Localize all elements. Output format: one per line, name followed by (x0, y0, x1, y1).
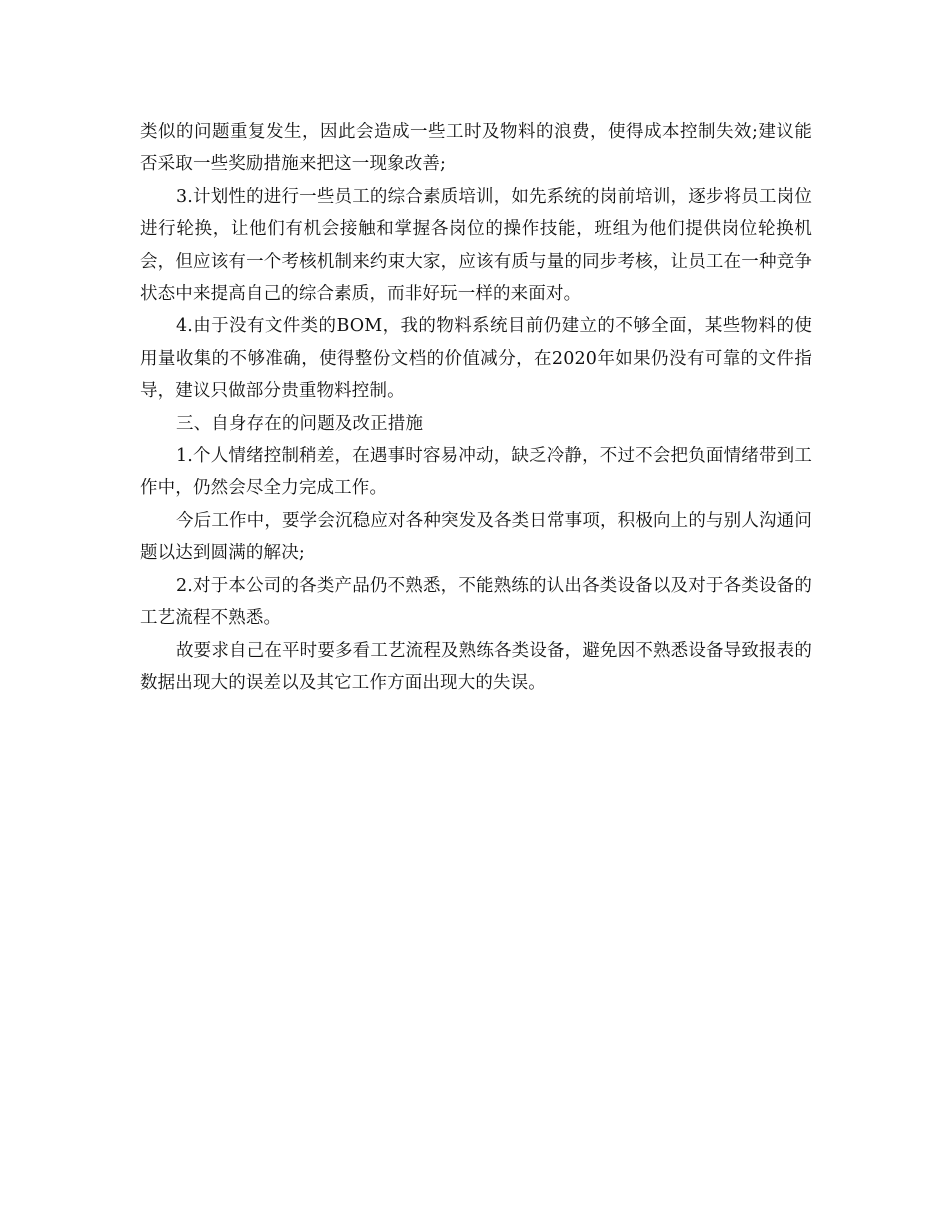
paragraph-future-work: 今后工作中，要学会沉稳应对各种突发及各类日常事项，积极向上的与别人沟通问题以达到圆满的解决; (140, 510, 812, 564)
paragraph-item-1-emotion-control: 1.个人情绪控制稍差，在遇事时容易冲动，缺乏冷静，不过不会把负面情绪带到工作中，仍然会尽全力完成工作。 (140, 446, 812, 499)
paragraph-improvement-plan: 故要求自己在平时要多看工艺流程及熟练各类设备，避免因不熟悉设备导致报表的数据出现大的误差以及其它工作方面出现大的失误。 (140, 640, 812, 693)
document-body (140, 116, 812, 699)
paragraph-continuation: 类似的问题重复发生，因此会造成一些工时及物料的浪费，使得成本控制失效;建议能否采取一些奖励措施来把这一现象改善; (140, 122, 812, 175)
paragraph-item-4-material-system: 4.由于没有文件类的BOM，我的物料系统目前仍建立的不够全面，某些物料的使用量收集的不够准确，使得整份文档的价值减分，在2020年如果仍没有可靠的文件指导，建议只做部分贵重物料控制。 (140, 316, 812, 402)
section-heading-self-issues: 三、自身存在的问题及改正措施 (176, 413, 424, 434)
paragraph-item-3-training: 3.计划性的进行一些员工的综合素质培训，如先系统的岗前培训，逐步将员工岗位进行轮换，让他们有机会接触和掌握各岗位的操作技能，班组为他们提供岗位轮换机会，但应该有一个考核机制来约束大家，应该有质与量的同步考核，让员工在一种竞争状态中来提高自己的综合素质，而非好玩一样的来面对。 (140, 186, 812, 305)
paragraph-item-2-product-knowledge: 2.对于本公司的各类产品仍不熟悉，不能熟练的认出各类设备以及对于各类设备的工艺流程不熟悉。 (140, 575, 812, 629)
